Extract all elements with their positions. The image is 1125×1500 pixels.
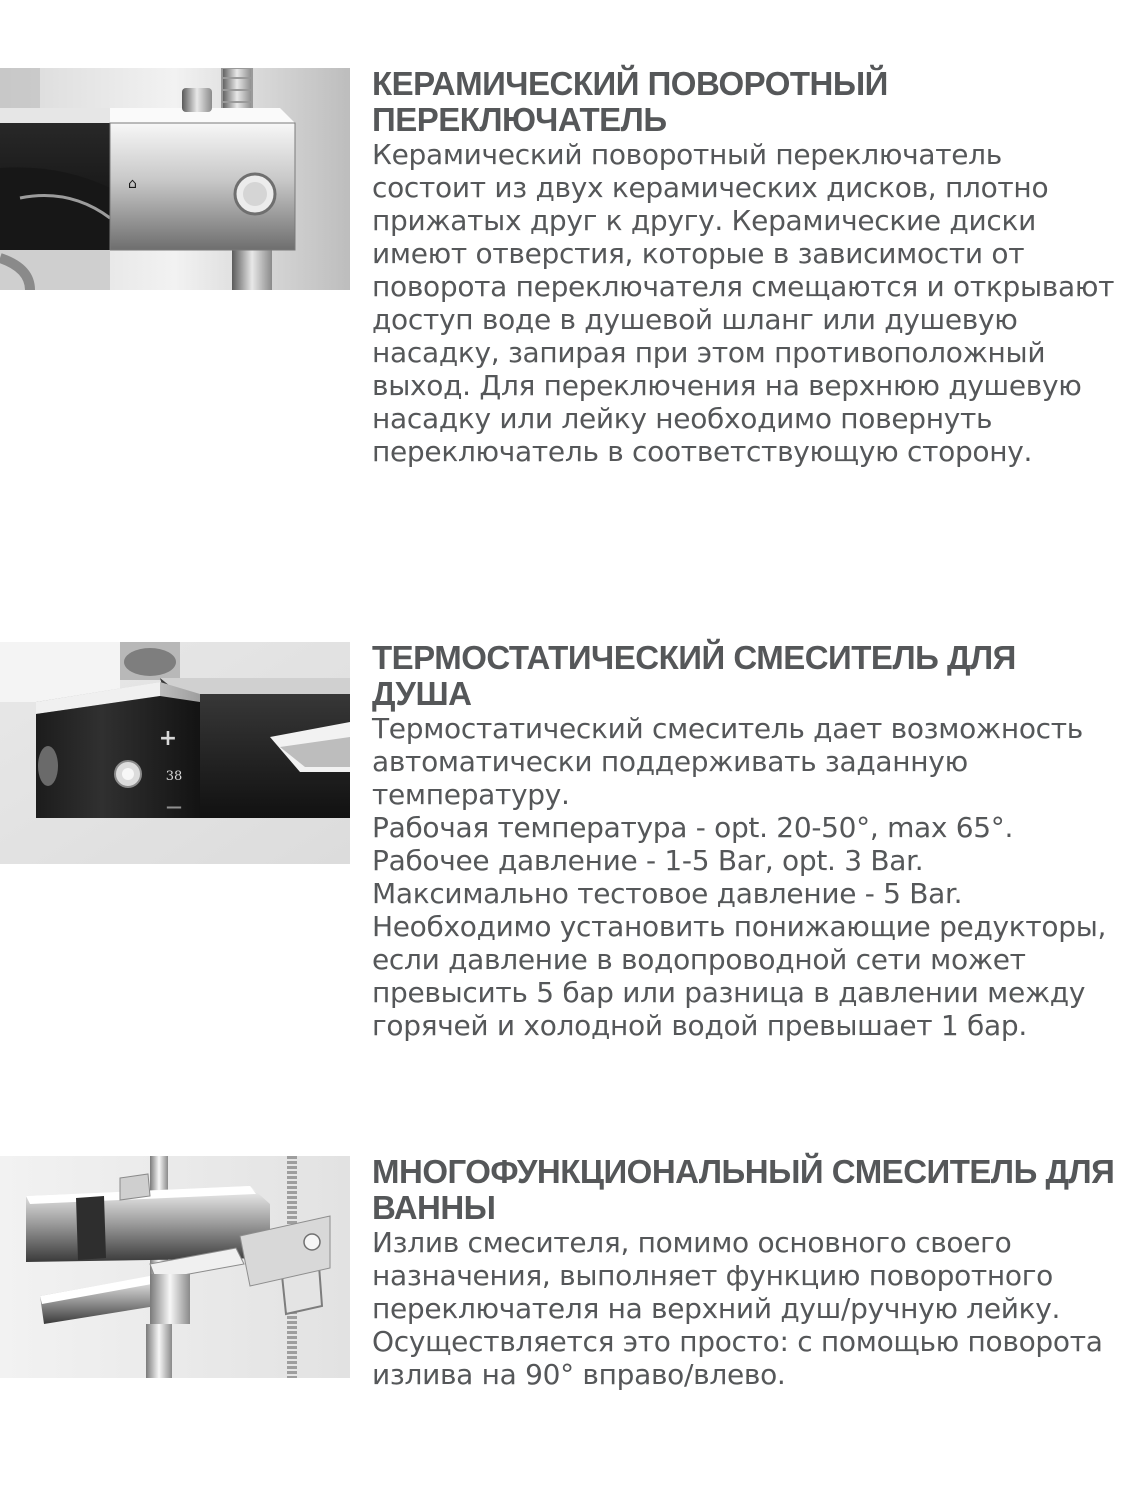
- bath-mixer-photo: [0, 1156, 350, 1378]
- ceramic-switch-photo: [0, 68, 350, 290]
- feature-title: КЕРАМИЧЕСКИЙ ПОВОРОТНЫЙ ПЕРЕКЛЮЧАТЕЛЬ: [372, 65, 888, 138]
- feature-description: Керамический поворотный переключатель состоит из двух керамических дисков, плотно прижатых друг к другу. Керамические диски имеют отверстия, которые в зависимости от поворота переключателя смещаются и открывают доступ воде в душевой шланг или душевую насадку, запирая при этом противоположный выход. Для переключения на верхнюю душевую насадку или лейку необходимо повернуть переключатель в соответствующую сторону.: [372, 138, 1115, 468]
- thermostatic-mixer-photo: [0, 642, 350, 864]
- svg-text:⌂: ⌂: [128, 176, 137, 192]
- minus-mark: —: [166, 797, 182, 816]
- bath-mixer-text: [372, 1154, 1117, 1391]
- feature-description: Термостатический смеситель дает возможность автоматически поддерживать заданную температуру.: [372, 712, 1083, 811]
- plus-mark: +: [158, 726, 178, 751]
- feature-description: Излив смесителя, помимо основного своего назначения, выполняет функцию поворотного переключателя на верхний душ/ручную лейку. Осуществляется это просто: с помощью поворота излива на 90° вправо/влево.: [372, 1226, 1103, 1391]
- ceramic-switch-text: [372, 66, 1117, 468]
- temperature-mark: 38: [165, 769, 183, 784]
- feature-title: ТЕРМОСТАТИЧЕСКИЙ СМЕСИТЕЛЬ ДЛЯ ДУША: [372, 639, 1016, 712]
- max-test-pressure: Максимально тестовое давление - 5 Bar.: [372, 877, 963, 910]
- working-pressure: Рабочее давление - 1-5 Bar, opt. 3 Bar.: [372, 844, 924, 877]
- working-temperature: Рабочая температура - opt. 20-50°, max 65°.: [372, 811, 1014, 844]
- thermostatic-mixer-text: [372, 640, 1117, 1042]
- reducer-note: Необходимо установить понижающие редукторы, если давление в водопроводной сети может превысить 5 бар или разница в давлении между горячей и холодной водой превышает 1 бар.: [372, 910, 1107, 1042]
- feature-title: МНОГОФУНКЦИОНАЛЬНЫЙ СМЕСИТЕЛЬ ДЛЯ ВАННЫ: [372, 1153, 1115, 1226]
